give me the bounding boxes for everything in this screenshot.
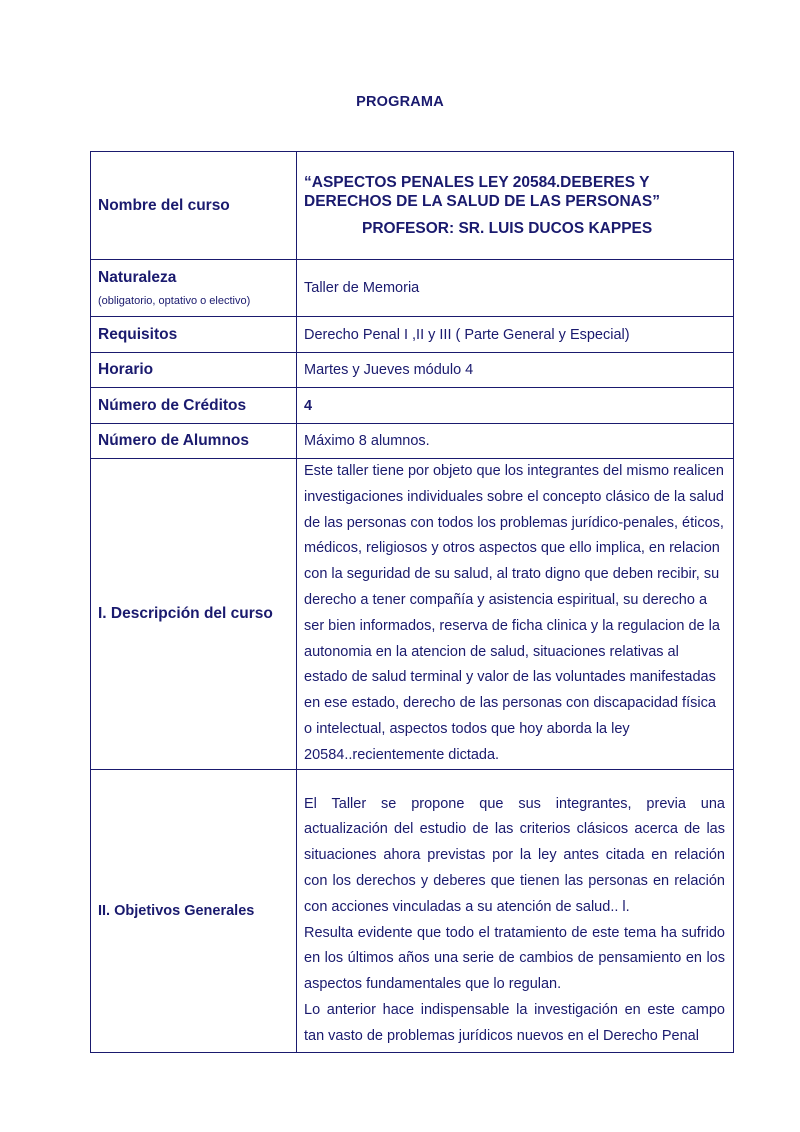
- row-horario: [91, 353, 734, 388]
- value-horario: Martes y Jueves módulo 4: [297, 353, 734, 388]
- value-requisitos: Derecho Penal I ,II y III ( Parte General y Especial): [297, 317, 734, 353]
- label-alumnos: Número de Alumnos: [91, 424, 297, 459]
- row-objetivos: [91, 769, 734, 1052]
- course-title-line2: DERECHOS DE LA SALUD DE LAS PERSONAS”: [304, 193, 660, 210]
- label-requisitos: Requisitos: [91, 317, 297, 353]
- row-naturaleza: [91, 260, 734, 317]
- row-alumnos: [91, 424, 734, 459]
- label-naturaleza: Naturaleza: [98, 269, 177, 286]
- objetivos-paragraph-2: Resulta evidente que todo el tratamiento de este tema ha sufrido en los últimos años una serie de cambios de pensamiento en los aspectos fundamentales que lo regulan.: [304, 924, 725, 993]
- course-professor: PROFESOR: SR. LUIS DUCOS KAPPES: [362, 220, 653, 237]
- page-title: PROGRAMA: [356, 94, 444, 110]
- label-objetivos: II. Objetivos Generales: [91, 769, 297, 1052]
- value-naturaleza: Taller de Memoria: [297, 260, 734, 317]
- course-title-line1: “ASPECTOS PENALES LEY 20584.DEBERES Y: [304, 174, 650, 191]
- value-alumnos: Máximo 8 alumnos.: [297, 424, 734, 459]
- value-creditos: 4: [297, 388, 734, 424]
- label-horario: Horario: [91, 353, 297, 388]
- value-descripcion: Este taller tiene por objeto que los integrantes del mismo realicen investigaciones individuales sobre el concepto clásico de la salud de las personas con todos los problemas jurídico-penales, éticos, médicos, religiosos y otros aspectos que ello implica, en relacion con la seguridad de su salud, al trato digno que deben recibir, su derecho a tener compañía y asistencia espiritual, su derecho a ser bien informados, reserva de ficha clinica y la regulacion de la autonomia en la atencion de salud, situaciones relativas al estado de salud terminal y valor de las voluntades manifestadas en ese estado, derecho de las personas con discapacidad física o intelectual, aspectos todos que hoy aborda la ley 20584..recientemente dictada.: [297, 459, 734, 770]
- value-course-name: [297, 152, 734, 260]
- objetivos-paragraph-1: El Taller se propone que sus integrantes, previa una actualización del estudio de las criterios clásicos acerca de las situaciones ahora previstas por la ley antes citada en relación con los derechos y deberes que tienen las personas en relación con acciones vinculadas a su atención de salud.. l.: [304, 795, 725, 915]
- value-objetivos: [297, 769, 734, 1052]
- row-descripcion: [91, 459, 734, 770]
- label-descripcion: I. Descripción del curso: [91, 459, 297, 770]
- label-naturaleza-sub: (obligatorio, optativo o electivo): [98, 295, 251, 307]
- label-naturaleza-cell: [91, 260, 297, 317]
- objetivos-paragraph-3: Lo anterior hace indispensable la investigación en este campo tan vasto de problemas jurídicos nuevos en el Derecho Penal: [304, 1001, 725, 1044]
- program-table: [90, 151, 734, 1053]
- label-nombre-del-curso: Nombre del curso: [91, 152, 297, 260]
- row-nombre: [91, 152, 734, 260]
- row-requisitos: [91, 317, 734, 353]
- label-creditos: Número de Créditos: [91, 388, 297, 424]
- row-creditos: [91, 388, 734, 424]
